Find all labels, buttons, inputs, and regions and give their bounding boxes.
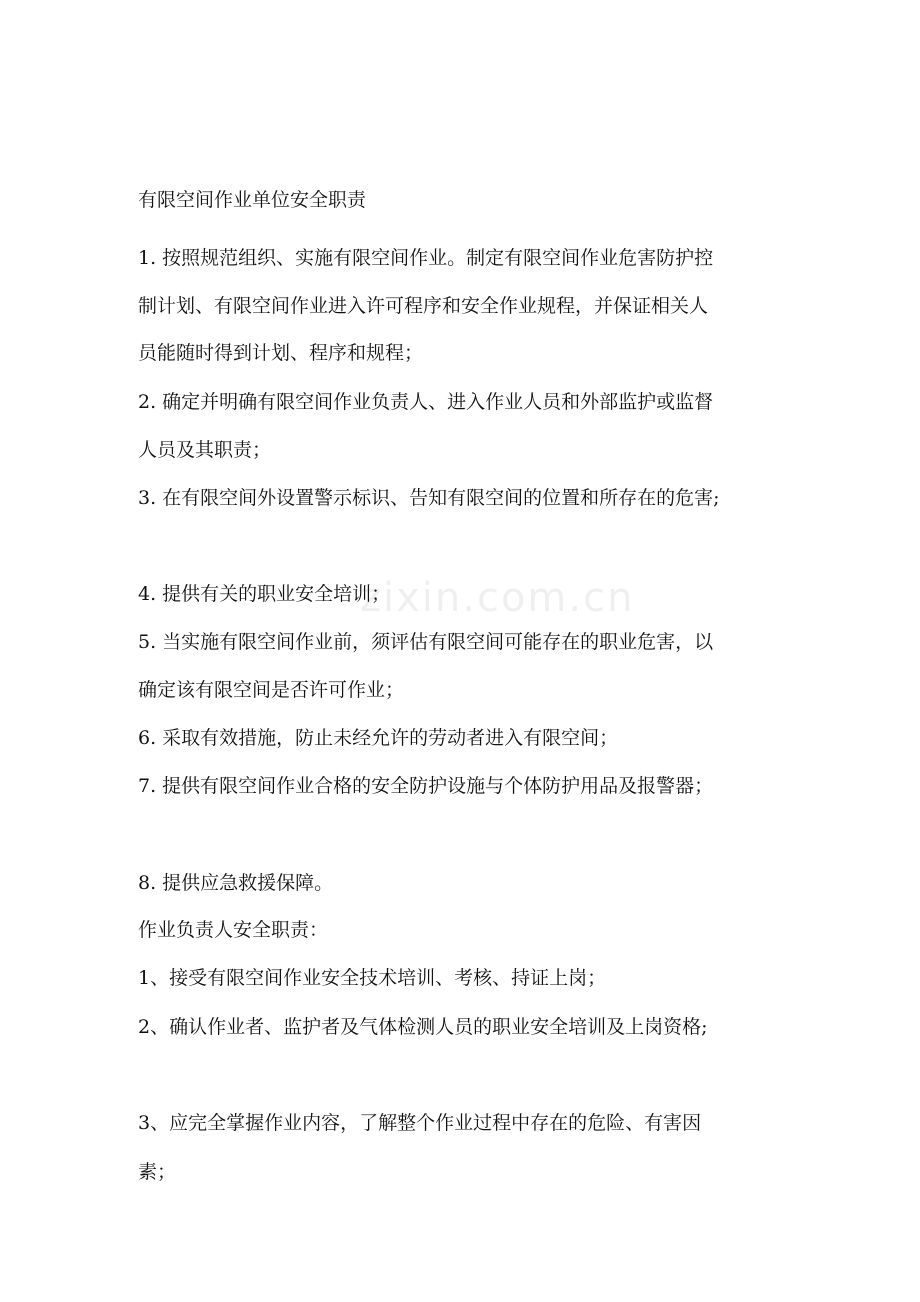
paragraph-line: 6. 采取有效措施，防止未经允许的劳动者进入有限空间； [138, 727, 619, 749]
paragraph-line: 3. 在有限空间外设置警示标识、告知有限空间的位置和所存在的危害; [138, 487, 720, 509]
paragraph-line: 7. 提供有限空间作业合格的安全防护设施与个体防护用品及报警器； [138, 775, 714, 797]
paragraph-line: 8. 提供应急救援保障。 [138, 872, 334, 894]
paragraph-line: 素； [138, 1161, 177, 1183]
section-title-supervisor-responsibilities: 作业负责人安全职责： [138, 919, 329, 941]
paragraph-line: 确定该有限空间是否许可作业； [138, 679, 405, 701]
paragraph-line: 4. 提供有关的职业安全培训； [138, 583, 391, 605]
watermark-text: zixin.com.cn [360, 575, 635, 621]
paragraph-line: 2. 确定并明确有限空间作业负责人、进入作业人员和外部监护或监督 [138, 391, 714, 413]
section-title-unit-responsibilities: 有限空间作业单位安全职责 [138, 189, 367, 211]
paragraph-line: 1. 按照规范组织、实施有限空间作业。制定有限空间作业危害防护控 [138, 247, 714, 269]
paragraph-line: 人员及其职责； [138, 439, 272, 461]
paragraph-line: 2、确认作业者、监护者及气体检测人员的职业安全培训及上岗资格; [138, 1016, 708, 1038]
paragraph-line: 3、应完全掌握作业内容，了解整个作业过程中存在的危险、有害因 [138, 1112, 702, 1134]
paragraph-line: 5. 当实施有限空间作业前，须评估有限空间可能存在的职业危害，以 [138, 631, 714, 653]
paragraph-line: 制计划、有限空间作业进入许可程序和安全作业规程，并保证相关人 [138, 295, 709, 317]
paragraph-line: 1、接受有限空间作业安全技术培训、考核、持证上岗； [138, 967, 607, 989]
paragraph-line: 员能随时得到计划、程序和规程； [138, 342, 424, 364]
